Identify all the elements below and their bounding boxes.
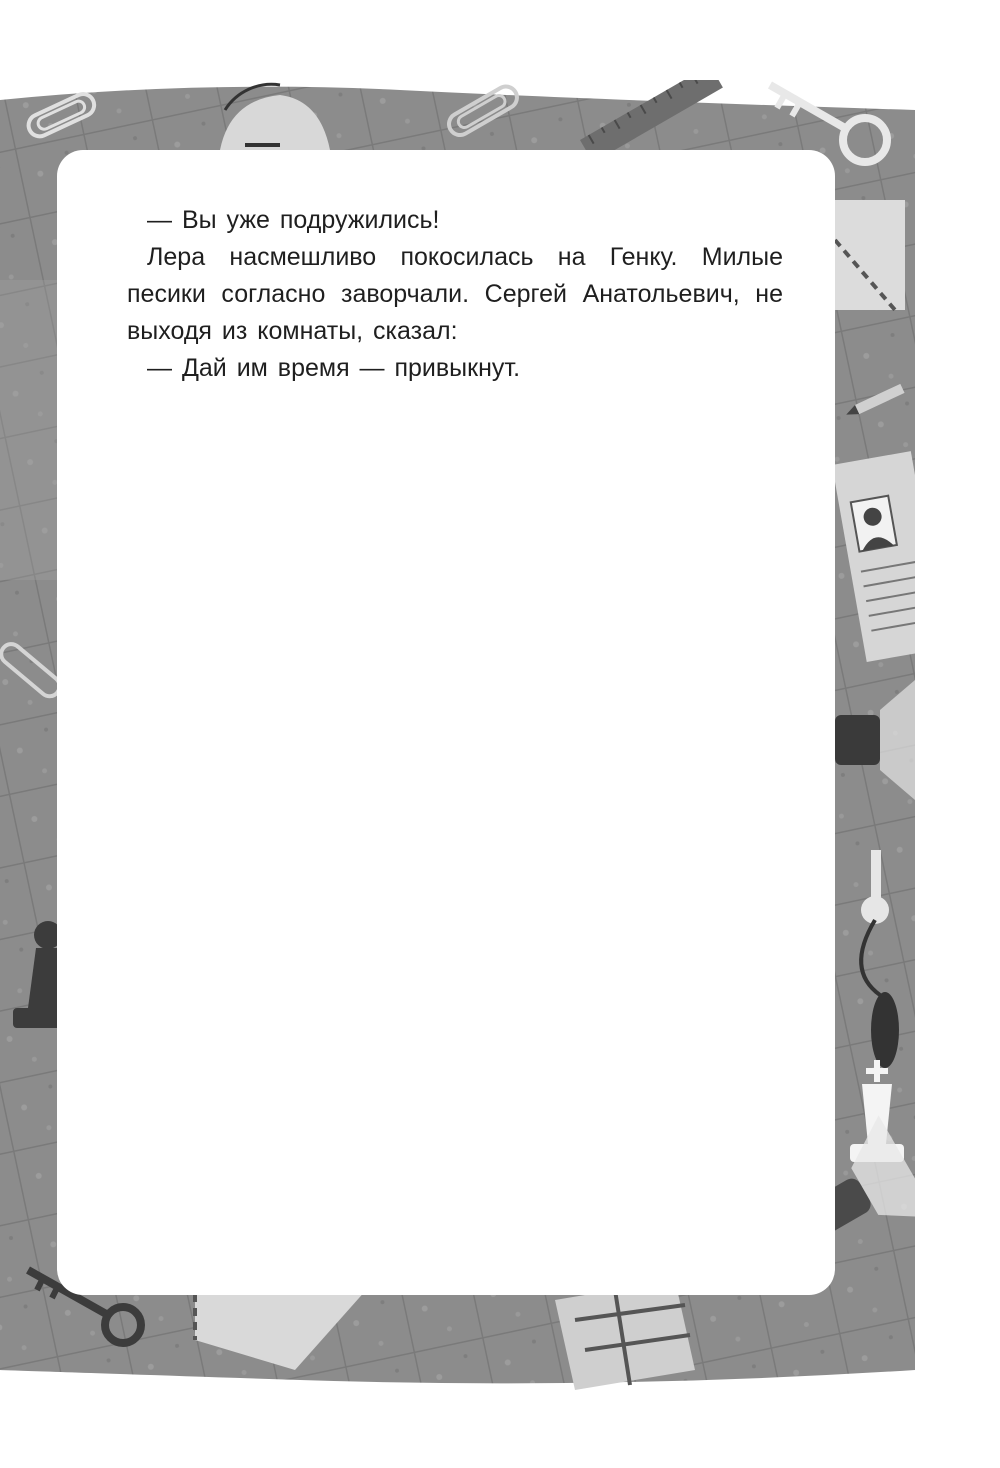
page-card bbox=[57, 150, 835, 1295]
map-icon bbox=[555, 1280, 695, 1390]
paragraph-1: — Вы уже подружились! bbox=[147, 206, 440, 234]
envelope-icon bbox=[835, 200, 905, 310]
paragraph-3: — Дай им время — привыкнут. bbox=[147, 354, 521, 382]
story-text bbox=[127, 202, 783, 387]
paragraph-2: Лера насмешливо покосилась на Генку. Милые песики согласно заворчали. Сергей Анатольевич, не выходя из комнаты, сказал: bbox=[127, 243, 783, 345]
